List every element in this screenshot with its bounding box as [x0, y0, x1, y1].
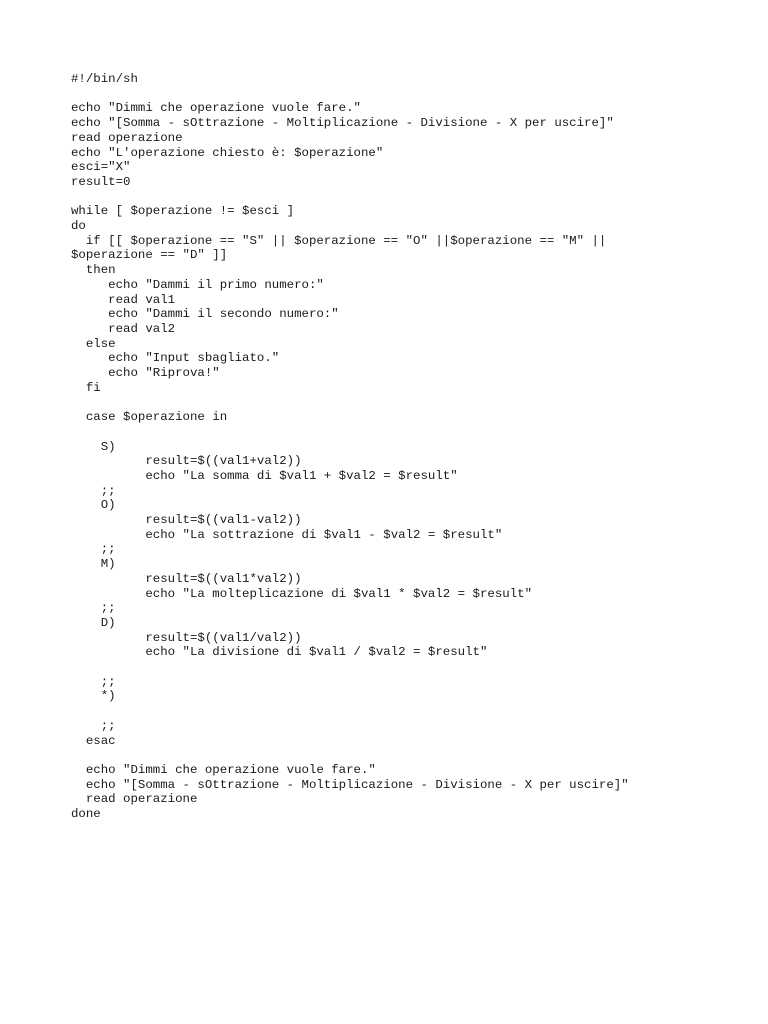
code-line: do [71, 219, 86, 233]
code-line: else [71, 336, 116, 351]
code-line: D) [71, 615, 116, 630]
code-line: echo "Dimmi che operazione vuole fare." [71, 101, 361, 116]
code-line: read val2 [71, 321, 176, 336]
code-line: done [71, 807, 101, 822]
code-line [71, 660, 741, 675]
code-line: #!/bin/sh [71, 72, 138, 86]
code-line: if [[ $operazione == "S" || $operazione == "O" ||$operazione == "M" || [71, 233, 607, 248]
code-line [71, 748, 741, 763]
code-line: esci="X" [71, 160, 131, 175]
code-line: result=$((val1+val2)) [71, 454, 302, 469]
code-line: ;; [71, 542, 116, 557]
code-line: ;; [71, 601, 116, 616]
code-line [71, 425, 741, 440]
code-line: ;; [71, 718, 116, 733]
code-line: result=$((val1*val2)) [71, 571, 302, 586]
code-line: result=$((val1-val2)) [71, 513, 302, 528]
code-line: echo "Dammi il primo numero:" [71, 277, 324, 292]
code-line: esac [71, 733, 116, 748]
code-line: read operazione [71, 130, 183, 145]
code-line: O) [71, 498, 116, 513]
code-line: echo "La somma di $val1 + $val2 = $result" [71, 468, 458, 483]
code-line: echo "La sottrazione di $val1 - $val2 = $result" [71, 527, 503, 542]
code-line: echo "Dammi il secondo numero:" [71, 307, 339, 322]
code-line: fi [71, 380, 101, 395]
code-line: echo "La divisione di $val1 / $val2 = $result" [71, 645, 488, 660]
code-line: echo "Riprova!" [71, 366, 220, 381]
code-line: case $operazione in [71, 410, 228, 425]
code-line: read operazione [71, 792, 198, 807]
code-line [71, 704, 741, 719]
shell-script-code [71, 72, 741, 822]
code-line: echo "Dimmi che operazione vuole fare." [71, 762, 376, 777]
code-line: echo "L'operazione chiesto è: $operazione" [71, 145, 384, 160]
code-line [71, 87, 741, 102]
code-line: while [ $operazione != $esci ] [71, 204, 295, 219]
code-line [71, 190, 741, 205]
code-line: then [71, 263, 116, 278]
code-line: M) [71, 557, 116, 572]
code-line: echo "[Somma - sOttrazione - Moltiplicazione - Divisione - X per uscire]" [71, 116, 614, 131]
code-line: ;; [71, 674, 116, 689]
code-line: ;; [71, 483, 116, 498]
code-line: result=$((val1/val2)) [71, 630, 302, 645]
code-line: result=0 [71, 174, 131, 189]
code-line: *) [71, 689, 116, 704]
code-line: $operazione == "D" ]] [71, 248, 228, 263]
code-line: echo "La molteplicazione di $val1 * $val2 = $result" [71, 586, 533, 601]
code-line: echo "[Somma - sOttrazione - Moltiplicazione - Divisione - X per uscire]" [71, 777, 629, 792]
code-line [71, 395, 741, 410]
code-line: S) [71, 439, 116, 454]
code-line: echo "Input sbagliato." [71, 351, 280, 366]
code-line: read val1 [71, 292, 176, 307]
